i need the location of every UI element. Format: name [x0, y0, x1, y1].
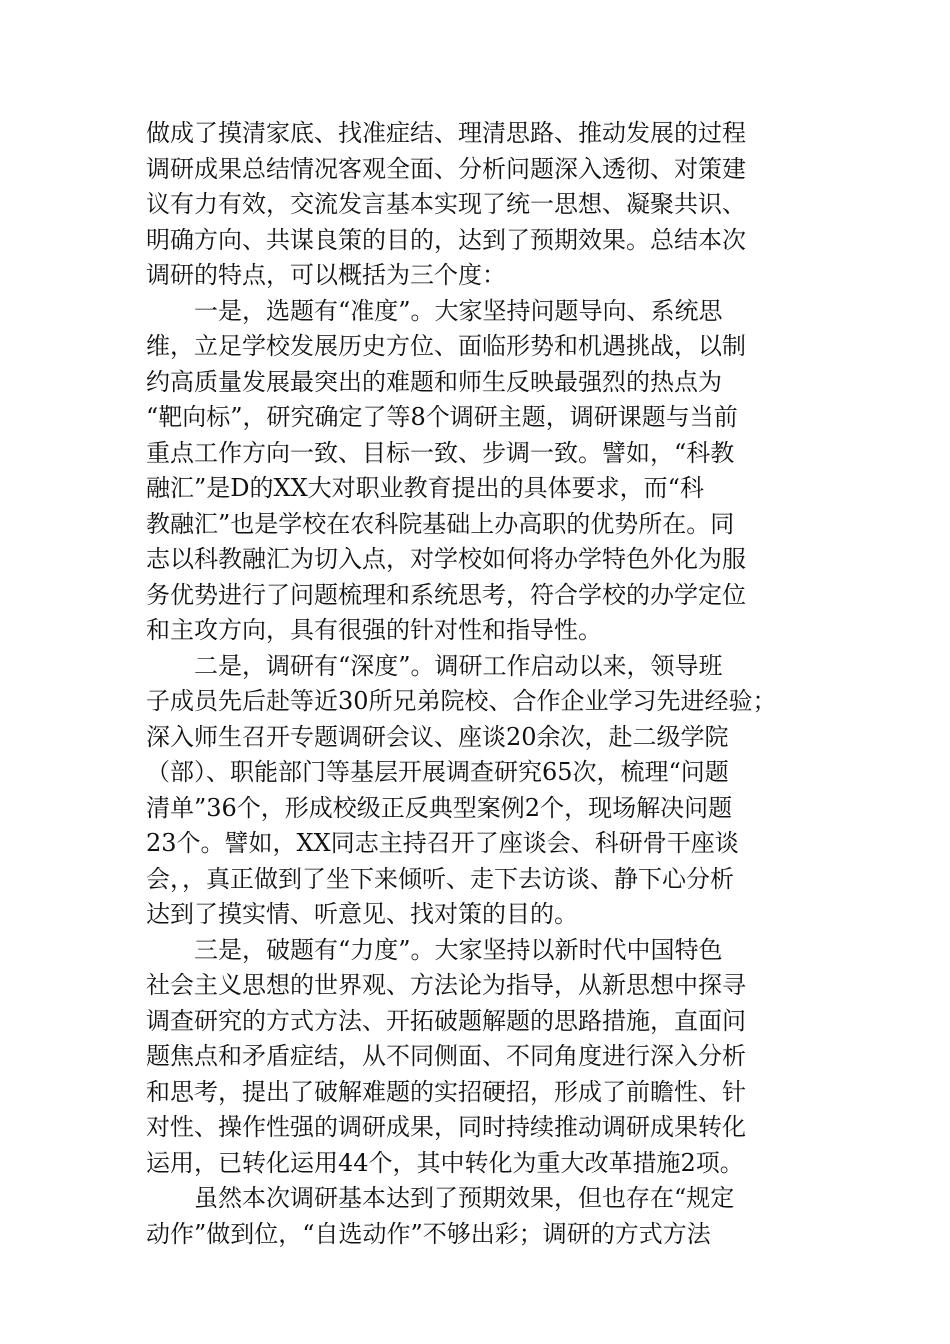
- text-line: 调查研究的方式方法、开拓破题解题的思路措施，直面问: [146, 1006, 746, 1035]
- text-line: 题焦点和矛盾症结，从不同侧面、不同角度进行深入分析: [146, 1042, 746, 1070]
- text-line: “靶向标”，研究确定了等8个调研主题，调研课题与当前: [146, 403, 738, 431]
- text-line: 对性、操作性强的调研成果，同时持续推动调研成果转化: [146, 1113, 746, 1141]
- text-line: 做成了摸清家底、找准症结、理清思路、推动发展的过程: [146, 119, 746, 147]
- text-line: 重点工作方向一致、目标一致、步调一致。譬如，“科教: [146, 438, 735, 467]
- text-line: （部）、职能部门等基层开展调查研究65次，梳理“问题: [146, 758, 729, 786]
- text-line: 达到了摸实情、听意见、找对策的目的。: [146, 900, 578, 928]
- text-line: 调研的特点，可以概括为三个度：: [146, 261, 506, 289]
- text-line: 议有力有效，交流发言基本实现了统一思想、凝聚共识、: [146, 190, 746, 218]
- text-line: 动作”做到位，“自选动作”不够出彩；调研的方式方法: [146, 1219, 711, 1248]
- text-line: 深入师生召开专题调研会议、座谈20余次，赴二级学院: [146, 722, 729, 751]
- text-line: 运用，已转化运用44个，其中转化为重大改革措施2项。: [146, 1148, 744, 1177]
- document-body: [146, 116, 811, 1252]
- paragraph-start-line: 三是，破题有“力度”。大家坚持以新时代中国特色: [194, 935, 723, 964]
- text-line: 和主攻方向，具有很强的针对性和指导性。: [146, 616, 602, 644]
- text-line: 务优势进行了问题梳理和系统思考，符合学校的办学定位: [146, 580, 746, 609]
- text-line: 维，立足学校发展历史方位、面临形势和机遇挑战，以制: [146, 332, 746, 360]
- text-line: 融汇”是D的XX大对职业教育提出的具体要求，而“科: [146, 474, 704, 502]
- text-line: 清单”36个，形成校级正反典型案例2个，现场解决问题: [146, 793, 733, 822]
- paragraph-start-line: 二是，调研有“深度”。调研工作启动以来，领导班: [194, 651, 723, 680]
- text-line: 调研成果总结情况客观全面、分析问题深入透彻、对策建: [146, 154, 746, 183]
- text-line: 志以科教融汇为切入点，对学校如何将办学特色外化为服: [146, 545, 746, 573]
- text-line: 明确方向、共谋良策的目的，达到了预期效果。总结本次: [146, 225, 746, 254]
- text-line: 子成员先后赴等近30所兄弟院校、合作企业学习先进经验；: [146, 687, 777, 715]
- paragraph-start-line: 虽然本次调研基本达到了预期效果，但也存在“规定: [194, 1184, 735, 1212]
- paragraph-start-line: 一是，选题有“准度”。大家坚持问题导向、系统思: [194, 296, 723, 325]
- text-line: 约高质量发展最突出的难题和师生反映最强烈的热点为: [146, 367, 722, 396]
- text-line: 和思考，提出了破解难题的实招硬招，形成了前瞻性、针: [146, 1077, 746, 1106]
- text-line: 23个。譬如，XX同志主持召开了座谈会、科研骨干座谈: [146, 829, 739, 857]
- text-line: 社会主义思想的世界观、方法论为指导，从新思想中探寻: [146, 971, 746, 999]
- text-line: 教融汇”也是学校在农科院基础上办高职的优势所在。同: [146, 509, 735, 538]
- text-line: 会，，真正做到了坐下来倾听、走下去访谈、静下心分析: [146, 864, 734, 893]
